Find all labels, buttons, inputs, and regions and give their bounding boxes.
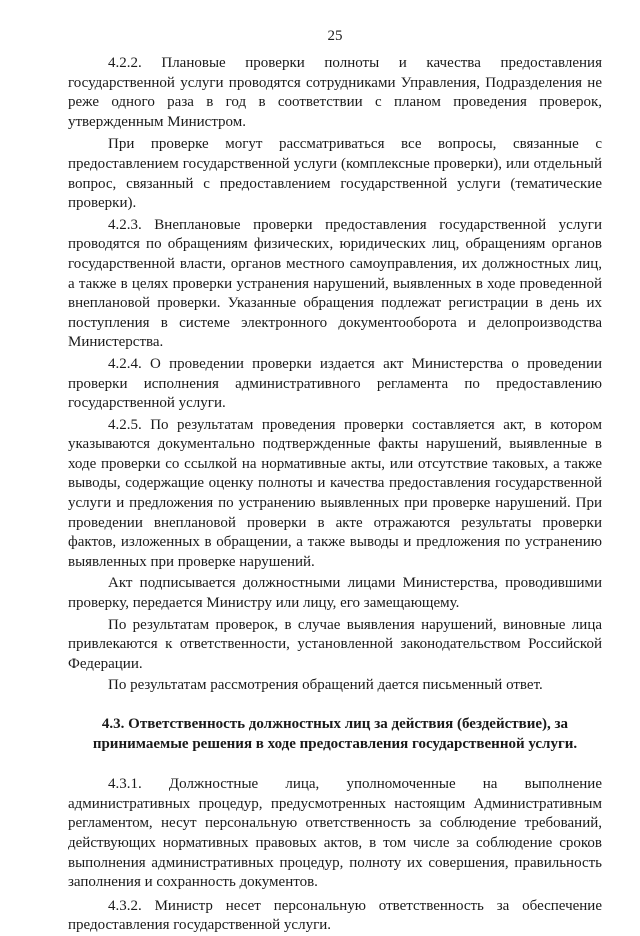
- paragraph-inspection-questions: При проверке могут рассматриваться все вопросы, связанные с предоставлением государственной услуги (комплексные проверки), или отдельный вопрос, связанный с предоставлением государственной услуги (тематические проверки).: [68, 136, 602, 212]
- paragraph-act-signing: Акт подписывается должностными лицами Министерства, проводившими проверку, передается Министру или лицу, его замещающему.: [68, 575, 602, 612]
- paragraph-4-3-1: 4.3.1. Должностные лица, уполномоченные на выполнение административных процедур, предусмотренных настоящим Административным регламентом, несут персональную ответственность за соблюдение требований, действующих нормативных правовых актов, в том числе за соблюдение сроков выполнения административных процедур, полноту их совершения, правильность заполнения и сохранность документов.: [68, 776, 602, 891]
- paragraph-4-2-5: 4.2.5. По результатам проведения проверки составляется акт, в котором указываются документально подтвержденные факты нарушений, выявленные в ходе проверки со ссылкой на нормативные акты, или отсутствие таковых, а также выводы, содержащие оценку полноты и качества предоставления государственной услуги и предложения по устранению выявленных при проверке нарушений. При проведении внеплановой проверки в акте отражаются результаты проверки фактов, изложенных в обращении, а также выводы и предложения по устранению выявленных при проверке нарушений.: [68, 416, 602, 570]
- paragraph-violations-liability: По результатам проверок, в случае выявления нарушений, виновные лица привлекаются к ответственности, установленной законодательством Российской Федерации.: [68, 616, 602, 672]
- paragraph-4-2-3: 4.2.3. Внеплановые проверки предоставления государственной услуги проводятся по обращениям физических, юридических лиц, обращениям органов государственной власти, органов местного самоуправления, их должностных лиц, а также в целях проверки устранения нарушений, выявленных в ходе проведенной внеплановой проверки. Указанные обращения подлежат регистрации в день их поступления в системе электронного документооборота и делопроизводства Министерства.: [68, 216, 602, 351]
- paragraph-4-2-4: 4.2.4. О проведении проверки издается акт Министерства о проведении проверки исполнения административного регламента по предоставлению государственной услуги.: [68, 355, 602, 412]
- paragraph-written-response: По результатам рассмотрения обращений дается письменный ответ.: [108, 677, 543, 694]
- paragraph-4-2-2: 4.2.2. Плановые проверки полноты и качества предоставления государственной услуги проводятся сотрудниками Управления, Подразделения не реже одного раза в год в соответствии с планом проведения проверок, утвержденным Министром.: [68, 55, 602, 130]
- section-heading-4-3: 4.3. Ответственность должностных лиц за действия (бездействие), за принимаемые решения в ходе предоставления государственной услуги.: [92, 716, 578, 752]
- paragraph-4-3-2: 4.3.2. Министр несет персональную ответственность за обеспечение предоставления государственной услуги.: [68, 897, 602, 934]
- page-number: 25: [327, 28, 343, 44]
